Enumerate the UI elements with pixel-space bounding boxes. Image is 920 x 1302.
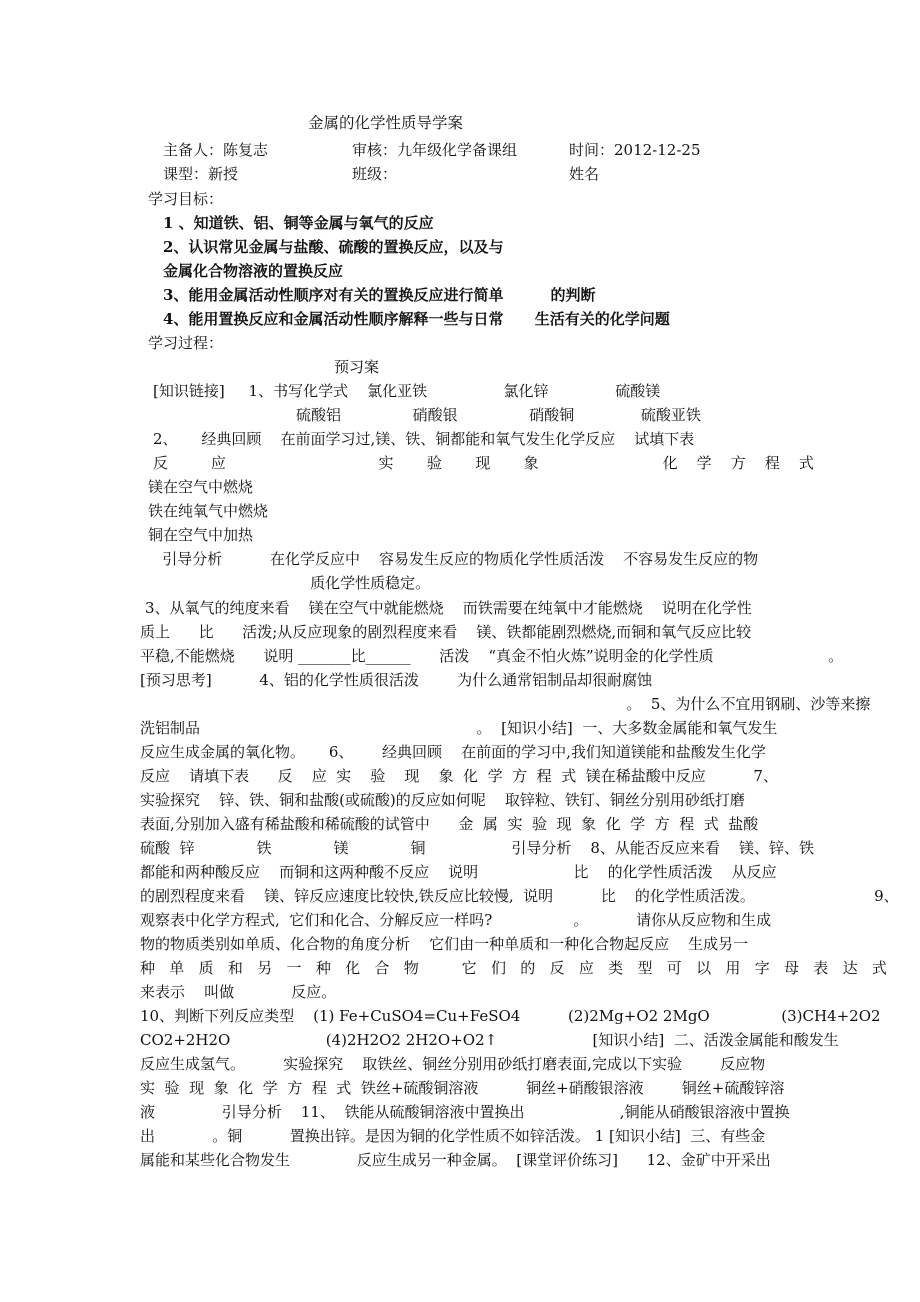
body-line: 种 单 质 和 另 一 种 化 合 物 它 们 的 反 应 类 型 可 以 用 字 母 表 达 式 — [140, 959, 887, 977]
objective-2: 2、认识常见金属与盐酸、硫酸的置换反应，以及与 — [163, 238, 504, 256]
body-line: 反应生成氢气。 实验探究 取铁丝、铜丝分别用砂纸打磨表面,完成以下实验 反应物 — [140, 1055, 766, 1073]
body-line: 反 应 实 验 现 象 化 学 方 程 式 — [153, 454, 814, 472]
class-label: 班级： — [352, 165, 398, 183]
body-line: 实验探究 锌、铁、铜和盐酸(或硫酸)的反应如何呢 取锌粒、铁钉、铜丝分别用砂纸打磨 — [140, 791, 745, 809]
body-line: 出 。铜 置换出锌。是因为铜的化学性质不如锌活泼。 1 [知识小结] 三、有些金 — [140, 1127, 766, 1145]
body-line: 来表示 叫做 反应。 — [140, 983, 337, 1001]
objectives-heading: 学习目标： — [148, 190, 224, 208]
name-label: 姓名 — [569, 165, 600, 183]
date: 时间：2012-12-25 — [569, 141, 701, 159]
body-line: 硫酸铝 硝酸银 硝酸铜 硫酸亚铁 — [153, 406, 701, 424]
process-heading: 学习过程： — [148, 334, 224, 352]
objective-4: 4、能用置换反应和金属活动性顺序解释一些与日常 生活有关的化学问题 — [163, 310, 670, 328]
body-line: 镁在空气中燃烧 — [148, 478, 254, 496]
objective-3: 3、能用金属活动性顺序对有关的置换反应进行简单 的判断 — [163, 286, 596, 304]
body-line: 液 引导分析 11、 铁能从硫酸铜溶液中置换出 ,铜能从硝酸银溶液中置换 — [140, 1103, 790, 1121]
body-line: 反应生成金属的氧化物。 6、 经典回顾 在前面的学习中,我们知道镁能和盐酸发生化学 — [140, 743, 766, 761]
body-line: 属能和某些化合物发生 反应生成另一种金属。 [课堂评价练习] 12、金矿中开采出 — [140, 1151, 771, 1169]
body-line: 物的物质类别如单质、化合物的角度分析 它们由一种单质和一种化合物起反应 生成另一 — [140, 935, 749, 953]
body-line: 质上 比 活泼;从反应现象的剧烈程度来看 镁、铁都能剧烈燃烧,而铜和氧气反应比较 — [140, 623, 752, 641]
body-line: 的剧烈程度来看 镁、锌反应速度比较快,铁反应比较慢, 说明 比 的化学性质活泼。 9、 — [140, 887, 899, 905]
body-line: 表面,分别加入盛有稀盐酸和稀硫酸的试管中 金 属 实 验 现 象 化 学 方 程 式 盐酸 — [140, 815, 759, 833]
body-line: [预习思考] 4、铝的化学性质很活泼 为什么通常铝制品却很耐腐蚀 — [140, 671, 653, 689]
preparer: 主备人：陈复志 — [163, 141, 269, 159]
body-line: 反应 请填下表 反 应 实 验 现 象 化 学 方 程 式 镁在稀盐酸中反应 7、 — [140, 767, 778, 785]
preview-title: 预习案 — [334, 358, 380, 376]
body-line: 3、从氧气的纯度来看 镁在空气中就能燃烧 而铁需要在纯氧中才能燃烧 说明在化学性 — [145, 599, 752, 617]
body-line: 硫酸 锌 铁 镁 铜 引导分析 8、从能否反应来看 镁、锌、铁 — [140, 839, 815, 857]
lesson-type: 课型：新授 — [163, 165, 239, 183]
body-line: 洗铝制品 。 [知识小结] 一、大多数金属能和氧气发生 — [140, 719, 778, 737]
reviewer: 审核：九年级化学备课组 — [352, 141, 518, 159]
body-line: 铁在纯氧气中燃烧 — [148, 502, 269, 520]
body-line: CO2+2H2O (4)2H2O2 2H2O+O2↑ [知识小结] 二、活泼金属能和酸发生 — [140, 1031, 839, 1049]
page-title: 金属的化学性质导学案 — [308, 114, 464, 132]
body-line: 观察表中化学方程式, 它们和化合、分解反应一样吗? 。 请你从反应物和生成 — [140, 911, 772, 929]
body-line: 2、 经典回顾 在前面学习过,镁、铁、铜都能和氧气发生化学反应 试填下表 — [153, 430, 695, 448]
objective-2-cont: 金属化合物溶液的置换反应 — [163, 262, 344, 280]
objective-1: 1 、知道铁、铝、铜等金属与氧气的反应 — [163, 214, 434, 232]
body-line: [知识链接] 1、书写化学式 氯化亚铁 氯化锌 硫酸镁 — [153, 382, 661, 400]
body-line: 10、判断下列反应类型 (1) Fe+CuSO4=Cu+FeSO4 (2)2Mg+O2 2MgO (3)CH4+2O2 — [140, 1007, 881, 1025]
body-line: 铜在空气中加热 — [148, 526, 254, 544]
body-line: 。 5、为什么不宜用钢刷、沙等来擦 — [140, 695, 871, 713]
body-line: 平稳,不能燃烧 说明 _______比______ 活泼 “真金不怕火炼”说明金的化学性质 。 — [140, 647, 844, 665]
body-line: 质化学性质稳定。 — [148, 574, 431, 592]
body-line: 实 验 现 象 化 学 方 程 式 铁丝+硫酸铜溶液 铜丝+硝酸银溶液 铜丝+硫酸锌溶 — [140, 1079, 785, 1097]
body-line: 引导分析 在化学反应中 容易发生反应的物质化学性质活泼 不容易发生反应的物 — [148, 550, 759, 568]
body-line: 都能和两种酸反应 而铜和这两种酸不反应 说明 比 的化学性质活泼 从反应 — [140, 863, 777, 881]
